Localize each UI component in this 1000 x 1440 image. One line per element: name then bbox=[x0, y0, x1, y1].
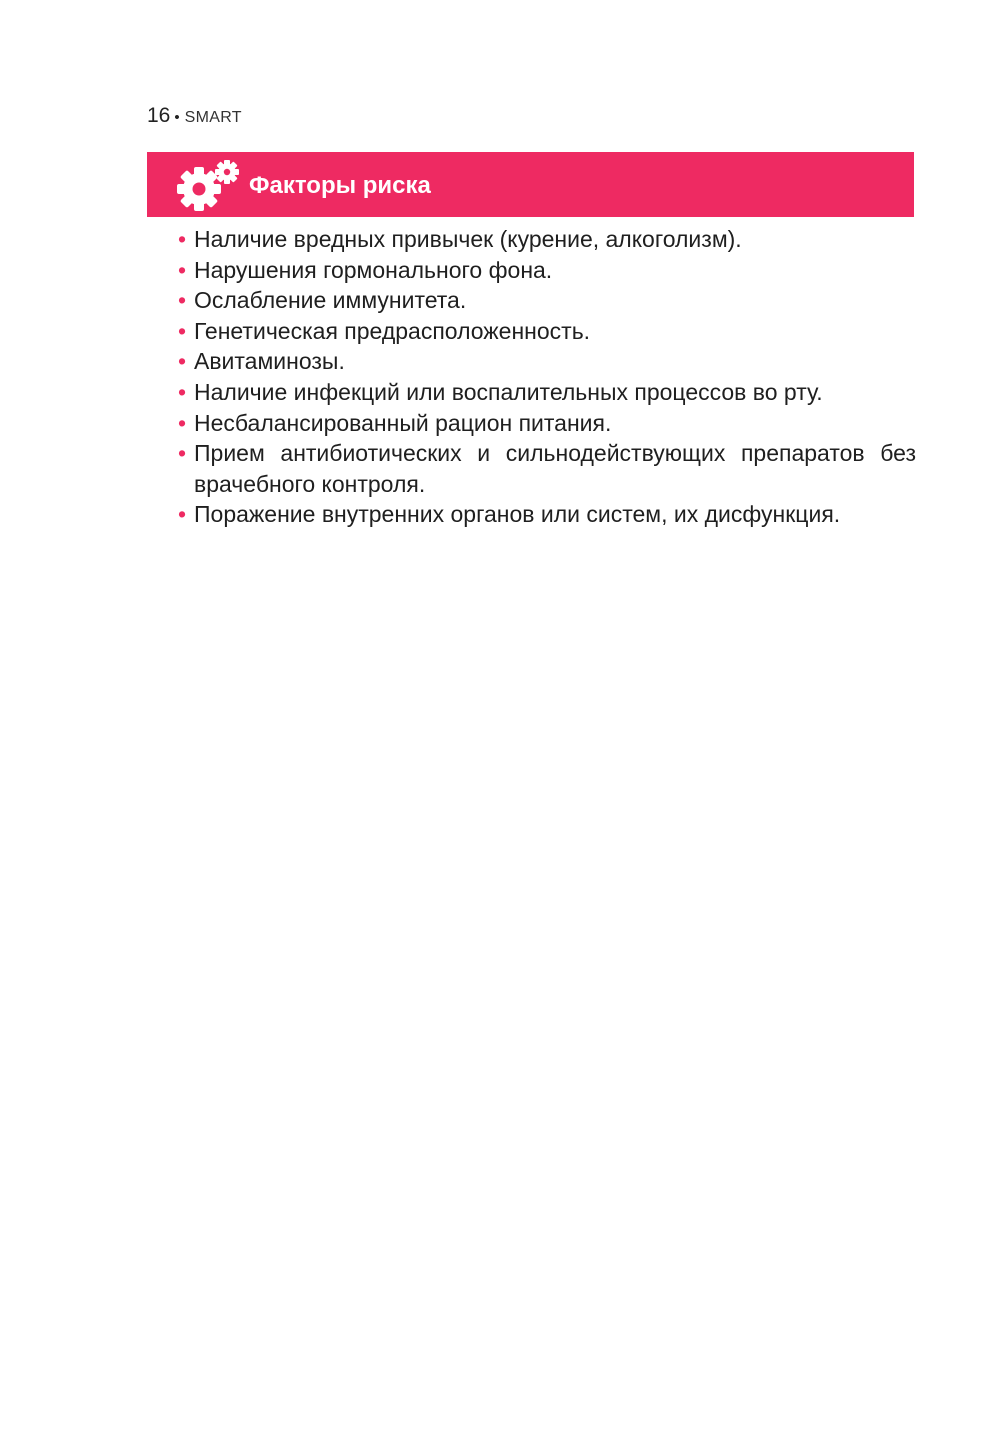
header-separator: • bbox=[174, 109, 180, 126]
bullet-icon: • bbox=[178, 317, 187, 344]
running-header bbox=[147, 104, 242, 132]
series-name: SMART bbox=[184, 109, 242, 126]
bullet-icon: • bbox=[178, 348, 187, 375]
list-item-text: Наличие инфекций или воспалительных процессов во рту. bbox=[194, 378, 823, 405]
list-item-text: Прием антибиотических и сильнодействующих препаратов без врачебного контроля. bbox=[194, 440, 916, 497]
list-item bbox=[176, 377, 916, 408]
list-item-text: Наличие вредных привычек (курение, алкоголизм). bbox=[194, 226, 742, 252]
section-banner bbox=[147, 152, 914, 217]
list-item-text: Нарушения гормонального фона. bbox=[194, 256, 553, 283]
bullet-icon: • bbox=[178, 409, 187, 436]
bullet-icon: • bbox=[178, 256, 187, 283]
list-item bbox=[176, 499, 916, 530]
list-item bbox=[176, 224, 916, 255]
gears-icon bbox=[175, 157, 239, 213]
list-item bbox=[176, 438, 916, 499]
list-item bbox=[176, 316, 916, 347]
list-item-text: Ослабление иммунитета. bbox=[194, 287, 467, 314]
bullet-icon: • bbox=[178, 226, 187, 252]
bullet-icon: • bbox=[178, 501, 187, 528]
list-item bbox=[176, 255, 916, 286]
list-item-text: Несбалансированный рацион питания. bbox=[194, 409, 612, 436]
page-number: 16 bbox=[147, 104, 171, 127]
list-item-text: Поражение внутренних органов или систем, их дисфункция. bbox=[194, 501, 841, 528]
risk-factors-list bbox=[176, 224, 916, 530]
list-item-text: Генетическая предрасположенность. bbox=[194, 317, 591, 344]
bullet-icon: • bbox=[178, 440, 187, 467]
list-item bbox=[176, 408, 916, 439]
section-title: Факторы риска bbox=[249, 172, 431, 199]
bullet-icon: • bbox=[178, 378, 187, 405]
list-item bbox=[176, 346, 916, 377]
bullet-icon: • bbox=[178, 287, 187, 314]
list-item bbox=[176, 285, 916, 316]
list-item-text: Авитаминозы. bbox=[194, 348, 345, 375]
